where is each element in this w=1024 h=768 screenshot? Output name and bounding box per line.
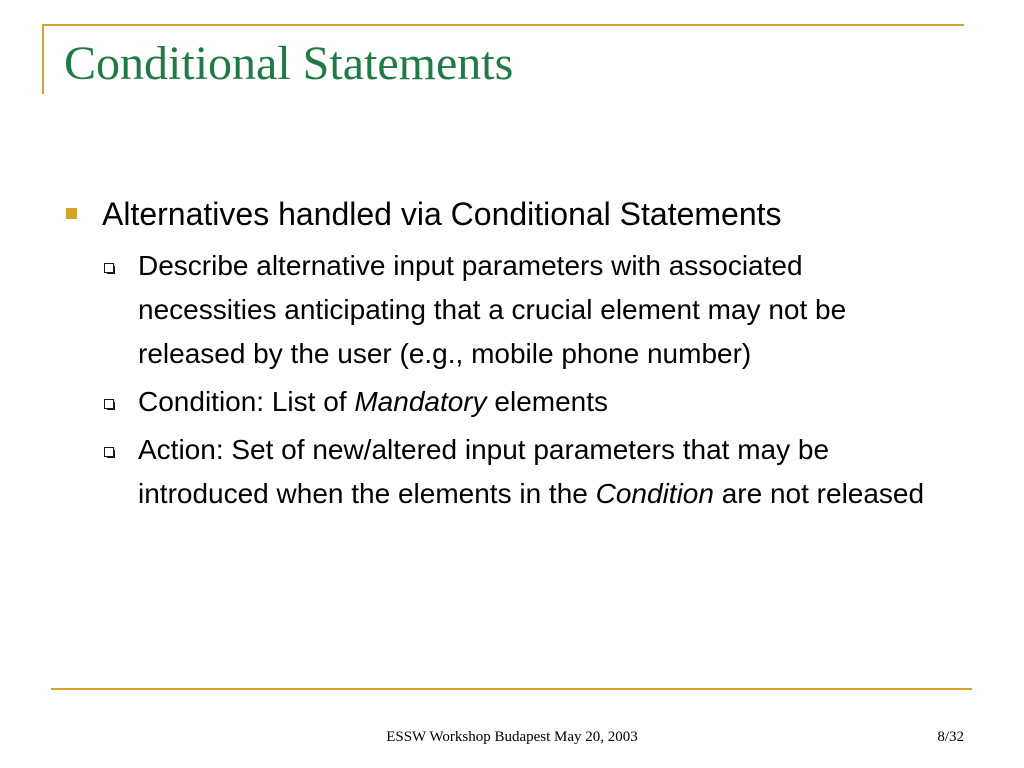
italic-text: Mandatory [354, 386, 487, 417]
sub-bullet-item [62, 244, 942, 376]
footer-text: ESSW Workshop Budapest May 20, 2003 [386, 729, 638, 745]
bullet-item [62, 193, 942, 236]
text-run: are not released [713, 478, 925, 509]
hollow-square-bullet-icon [104, 399, 114, 409]
sub-bullet-text [138, 386, 608, 417]
hollow-square-bullet-icon [104, 263, 114, 273]
text-run: Action: Set of new/altered input parameters that may be introduced when the elements in the [138, 434, 830, 509]
text-run: elements [486, 386, 609, 417]
bullet-text: Alternatives handled via Conditional Statements [102, 196, 782, 232]
title-frame-top-line [42, 24, 964, 26]
hollow-square-bullet-icon [104, 447, 114, 457]
sub-bullet-text [138, 250, 846, 369]
sub-bullet-list [62, 244, 942, 516]
sub-bullet-item [62, 428, 942, 516]
footer-divider [51, 688, 972, 690]
slide-title: Conditional Statements [64, 37, 514, 90]
text-run: Condition: List of [138, 386, 355, 417]
sub-bullet-item [62, 380, 942, 424]
bullet-list [62, 193, 942, 520]
square-bullet-icon [66, 208, 77, 219]
italic-text: Condition [595, 478, 714, 509]
text-run: Describe alternative input parameters with associated necessities anticipating that a crucial element may not be released by the user (e.g., mobile phone number) [138, 250, 847, 369]
page-number: 8/32 [937, 729, 964, 745]
sub-bullet-text [138, 434, 924, 509]
title-frame-left-line [42, 24, 44, 94]
